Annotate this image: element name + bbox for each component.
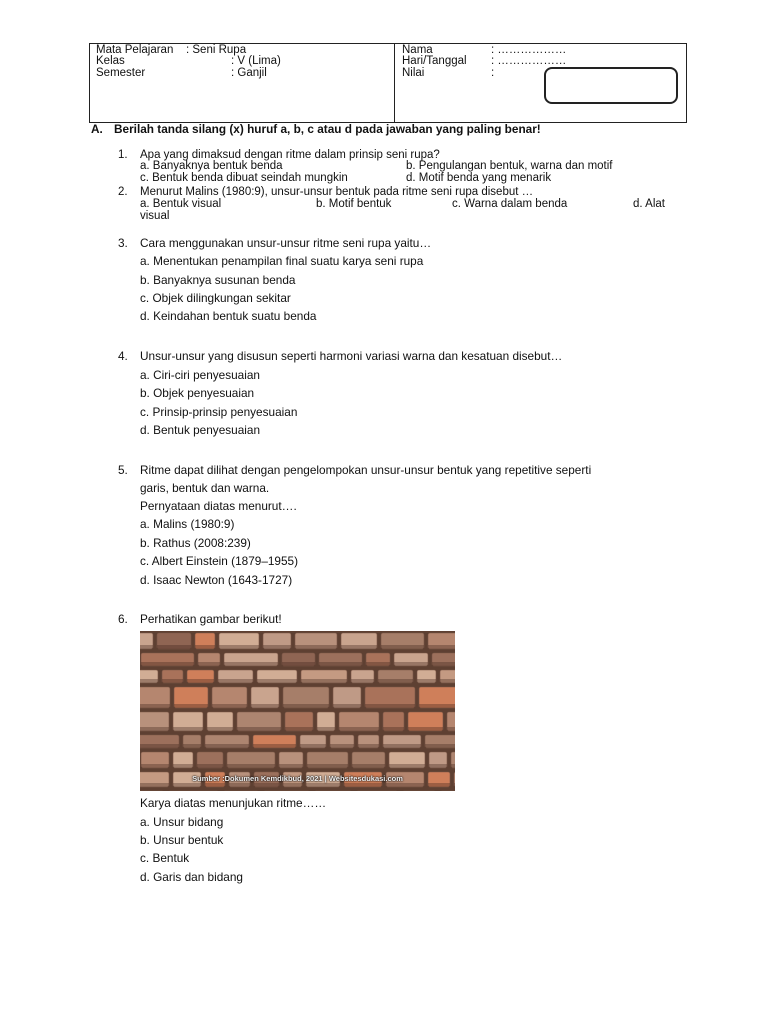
stone-shadow xyxy=(417,679,436,683)
stone-shadow xyxy=(187,679,214,683)
stone-shadow xyxy=(141,764,169,768)
semester-label: Semester xyxy=(96,67,146,79)
q6-question: Karya diatas menunjukan ritme…… xyxy=(140,796,327,810)
stone-shadow xyxy=(257,679,297,683)
q1-number: 1. xyxy=(118,149,128,161)
stone-shadow xyxy=(254,783,279,787)
q4-option-a[interactable]: a. Ciri-ciri penyesuaian xyxy=(140,368,260,382)
stone-shadow xyxy=(440,679,455,683)
q4-option-c[interactable]: c. Prinsip-prinsip penyesuaian xyxy=(140,405,298,419)
stone-shadow xyxy=(227,764,275,768)
q5-option-c[interactable]: c. Albert Einstein (1879–1955) xyxy=(140,554,299,568)
q6-option-a[interactable]: a. Unsur bidang xyxy=(140,815,224,829)
nama-label: Nama xyxy=(402,44,433,56)
hari-value[interactable]: : ……………… xyxy=(491,55,567,67)
q3-option-b[interactable]: b. Banyaknya susunan benda xyxy=(140,273,296,287)
stone-shadow xyxy=(140,727,169,731)
stone-shadow xyxy=(282,662,315,666)
q2-text: Menurut Malins (1980:9), unsur-unsur bentuk pada ritme seni rupa disebut … xyxy=(140,186,534,198)
q5-text-line2: garis, bentuk dan warna. xyxy=(140,481,270,495)
stone-shadow xyxy=(285,727,313,731)
q1-option-d[interactable]: d. Motif benda yang menarik xyxy=(406,172,552,184)
q5-text-line3: Pernyataan diatas menurut…. xyxy=(140,499,297,513)
stone-shadow xyxy=(319,662,362,666)
stone-shadow xyxy=(352,764,385,768)
mapel-value: : Seni Rupa xyxy=(186,44,247,56)
stone-shadow xyxy=(307,764,348,768)
q4-option-b[interactable]: b. Objek penyesuaian xyxy=(140,386,255,400)
stone-shadow xyxy=(389,764,425,768)
q3-option-c[interactable]: c. Objek dilingkungan sekitar xyxy=(140,291,291,305)
kelas-label: Kelas xyxy=(96,55,125,67)
stone-shadow xyxy=(205,744,249,748)
stone-shadow xyxy=(207,727,233,731)
stone-shadow xyxy=(205,783,225,787)
stone-shadow xyxy=(317,727,335,731)
kelas-value: : V (Lima) xyxy=(231,55,281,67)
stone-shadow xyxy=(341,645,377,649)
q6-text: Perhatikan gambar berikut! xyxy=(140,612,282,626)
nama-value[interactable]: : ……………… xyxy=(491,44,567,56)
stone-shadow xyxy=(229,783,250,787)
stone-shadow xyxy=(394,662,428,666)
semester-value: : Ganjil xyxy=(231,67,267,79)
stone-shadow xyxy=(173,764,193,768)
stone-shadow xyxy=(279,764,303,768)
stone-shadow xyxy=(451,764,455,768)
stone-shadow xyxy=(198,662,220,666)
score-box[interactable] xyxy=(544,67,678,104)
q1-option-a[interactable]: a. Banyaknya bentuk benda xyxy=(140,160,283,172)
q6-number: 6. xyxy=(118,612,128,626)
nilai-label: Nilai xyxy=(402,67,425,79)
q2-number: 2. xyxy=(118,186,128,198)
q6-option-b[interactable]: b. Unsur bentuk xyxy=(140,833,224,847)
stone-shadow xyxy=(432,662,455,666)
stone-shadow xyxy=(140,679,158,683)
stone-wall-image xyxy=(140,631,455,791)
stone-shadow xyxy=(195,645,215,649)
stone-shadow xyxy=(378,679,413,683)
stone-shadow xyxy=(383,744,421,748)
q2-option-a[interactable]: a. Bentuk visual xyxy=(140,198,222,210)
stone-shadow xyxy=(408,727,443,731)
stone-shadow xyxy=(366,662,390,666)
stone-shadow xyxy=(174,704,208,708)
stone-shadow xyxy=(140,704,170,708)
stone-shadow xyxy=(344,783,382,787)
stone-shadow xyxy=(306,783,340,787)
q5-text-line1: Ritme dapat dilihat dengan pengelompokan unsur-unsur bentuk yang repetitive seperti xyxy=(140,463,592,477)
stone-shadow xyxy=(173,727,203,731)
stone-shadow xyxy=(339,727,379,731)
stone-shadow xyxy=(162,679,183,683)
q5-number: 5. xyxy=(118,463,128,477)
q1-text: Apa yang dimaksud dengan ritme dalam prinsip seni rupa? xyxy=(140,149,440,161)
mapel-label: Mata Pelajaran xyxy=(96,44,174,56)
image-caption: Sumber :Dokumen Kemdikbud, 2021 | Websitesdukasi.com xyxy=(192,774,403,783)
stone-shadow xyxy=(447,727,455,731)
stone-shadow xyxy=(219,645,259,649)
header-divider xyxy=(394,43,395,123)
stone-shadow xyxy=(419,704,455,708)
stone-shadow xyxy=(358,744,379,748)
stone-shadow xyxy=(351,679,374,683)
stone-shadow xyxy=(237,727,281,731)
q2-option-c[interactable]: c. Warna dalam benda xyxy=(452,198,568,210)
stone-shadow xyxy=(197,764,223,768)
stone-shadow xyxy=(173,783,201,787)
stone-shadow xyxy=(283,783,302,787)
q6-option-d[interactable]: d. Garis dan bidang xyxy=(140,870,243,884)
nilai-value: : xyxy=(491,67,495,79)
stone-shadow xyxy=(212,704,247,708)
stone-shadow xyxy=(183,744,201,748)
stone-shadow xyxy=(428,645,455,649)
q5-option-a[interactable]: a. Malins (1980:9) xyxy=(140,517,235,531)
q4-option-d[interactable]: d. Bentuk penyesuaian xyxy=(140,423,261,437)
q5-option-b[interactable]: b. Rathus (2008:239) xyxy=(140,536,251,550)
stone-shadow xyxy=(428,783,450,787)
stone-shadow xyxy=(140,744,179,748)
stone-shadow xyxy=(283,704,329,708)
stone-shadow xyxy=(263,645,291,649)
q3-option-a[interactable]: a. Menentukan penampilan final suatu karya seni rupa xyxy=(140,254,424,268)
stone-shadow xyxy=(386,783,424,787)
stone-shadow xyxy=(381,645,424,649)
q3-text: Cara menggunakan unsur-unsur ritme seni rupa yaitu… xyxy=(140,236,432,250)
q2-option-b[interactable]: b. Motif bentuk xyxy=(316,198,392,210)
stone-shadow xyxy=(301,679,347,683)
q5-option-d[interactable]: d. Isaac Newton (1643-1727) xyxy=(140,573,293,587)
stone-shadow xyxy=(295,645,337,649)
q2-option-d[interactable]: d. Alat xyxy=(633,198,665,210)
stone-shadow xyxy=(140,645,153,649)
q4-text: Unsur-unsur yang disusun seperti harmoni variasi warna dan kesatuan disebut… xyxy=(140,349,563,363)
section-letter: A. xyxy=(91,122,103,136)
q3-option-d[interactable]: d. Keindahan bentuk suatu benda xyxy=(140,309,317,323)
q1-option-c[interactable]: c. Bentuk benda dibuat seindah mungkin xyxy=(140,172,348,184)
stone-shadow xyxy=(157,645,191,649)
q4-number: 4. xyxy=(118,349,128,363)
stone-shadow xyxy=(383,727,404,731)
section-instruction: Berilah tanda silang (x) huruf a, b, c atau d pada jawaban yang paling benar! xyxy=(114,122,541,136)
stone-shadow xyxy=(140,783,169,787)
stone-shadow xyxy=(429,764,447,768)
stone-shadow xyxy=(425,744,455,748)
stone-shadow xyxy=(454,783,455,787)
q1-option-b[interactable]: b. Pengulangan bentuk, warna dan motif xyxy=(406,160,613,172)
stone-wall-illustration xyxy=(140,631,455,791)
stone-shadow xyxy=(300,744,326,748)
q2-option-d-continued: visual xyxy=(140,210,170,222)
stone-shadow xyxy=(333,704,361,708)
stone-shadow xyxy=(253,744,296,748)
hari-label: Hari/Tanggal xyxy=(402,55,467,67)
stone-shadow xyxy=(218,679,253,683)
q6-option-c[interactable]: c. Bentuk xyxy=(140,851,190,865)
stone-shadow xyxy=(365,704,415,708)
stone-shadow xyxy=(141,662,194,666)
q3-number: 3. xyxy=(118,236,128,250)
stone-shadow xyxy=(251,704,279,708)
stone-shadow xyxy=(330,744,354,748)
stone-shadow xyxy=(224,662,278,666)
